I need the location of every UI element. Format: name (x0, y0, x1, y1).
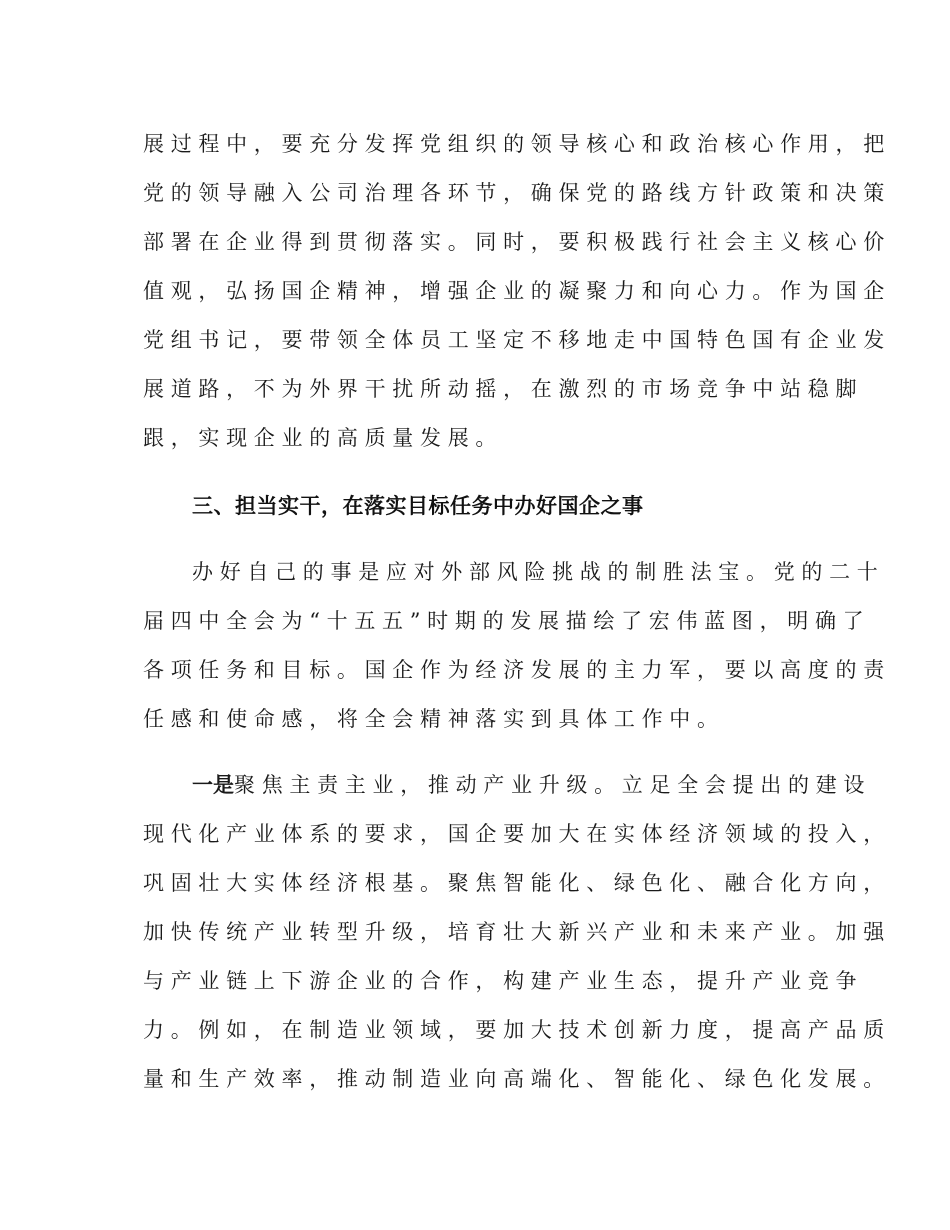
text-line: 任感和使命感，将全会精神落实到具体工作中。 (143, 707, 725, 731)
text-line: 党组书记，要带领全体员工坚定不移地走中国特色国有企业发 (143, 328, 891, 352)
text-line: 与产业链上下游企业的合作，构建产业生态，提升产业竞争 (143, 969, 864, 993)
text-line: 届四中全会为“十五五”时期的发展描绘了宏伟蓝图，明确了 (143, 609, 871, 633)
text-line: 加快传统产业转型升级，培育壮大新兴产业和未来产业。加强 (143, 920, 891, 944)
text-line: 办好自己的事是应对外部风险挑战的制胜法宝。党的二十 (192, 560, 885, 584)
text-line: 力。例如，在制造业领域，要加大技术创新力度，提高产品质 (143, 1018, 891, 1042)
text-line: 党的领导融入公司治理各环节，确保党的路线方针政策和决策 (143, 181, 891, 205)
text-line: 量和生产效率，推动制造业向高端化、智能化、绿色化发展。 (143, 1067, 891, 1091)
text-line: 展道路，不为外界干扰所动摇，在激烈的市场竞争中站稳脚 (143, 377, 864, 401)
text-line: 各项任务和目标。国企作为经济发展的主力军，要以高度的责 (143, 658, 891, 682)
text-line: 现代化产业体系的要求，国企要加大在实体经济领域的投入， (143, 822, 891, 846)
text-line: 巩固壮大实体经济根基。聚焦智能化、绿色化、融合化方向， (143, 871, 891, 895)
text-run: 聚焦主责主业，推动产业升级。立足全会提出的建设 (234, 773, 872, 797)
bold-lead-text: 一是 (192, 773, 234, 797)
text-line: 部署在企业得到贯彻落实。同时，要积极践行社会主义核心价 (143, 230, 891, 254)
text-line: 值观，弘扬国企精神，增强企业的凝聚力和向心力。作为国企 (143, 279, 891, 303)
text-line: 展过程中，要充分发挥党组织的领导核心和政治核心作用，把 (143, 132, 891, 156)
text-line (192, 771, 871, 799)
section-heading: 三、担当实干，在落实目标任务中办好国企之事 (192, 494, 644, 518)
text-line: 跟，实现企业的高质量发展。 (143, 426, 504, 450)
